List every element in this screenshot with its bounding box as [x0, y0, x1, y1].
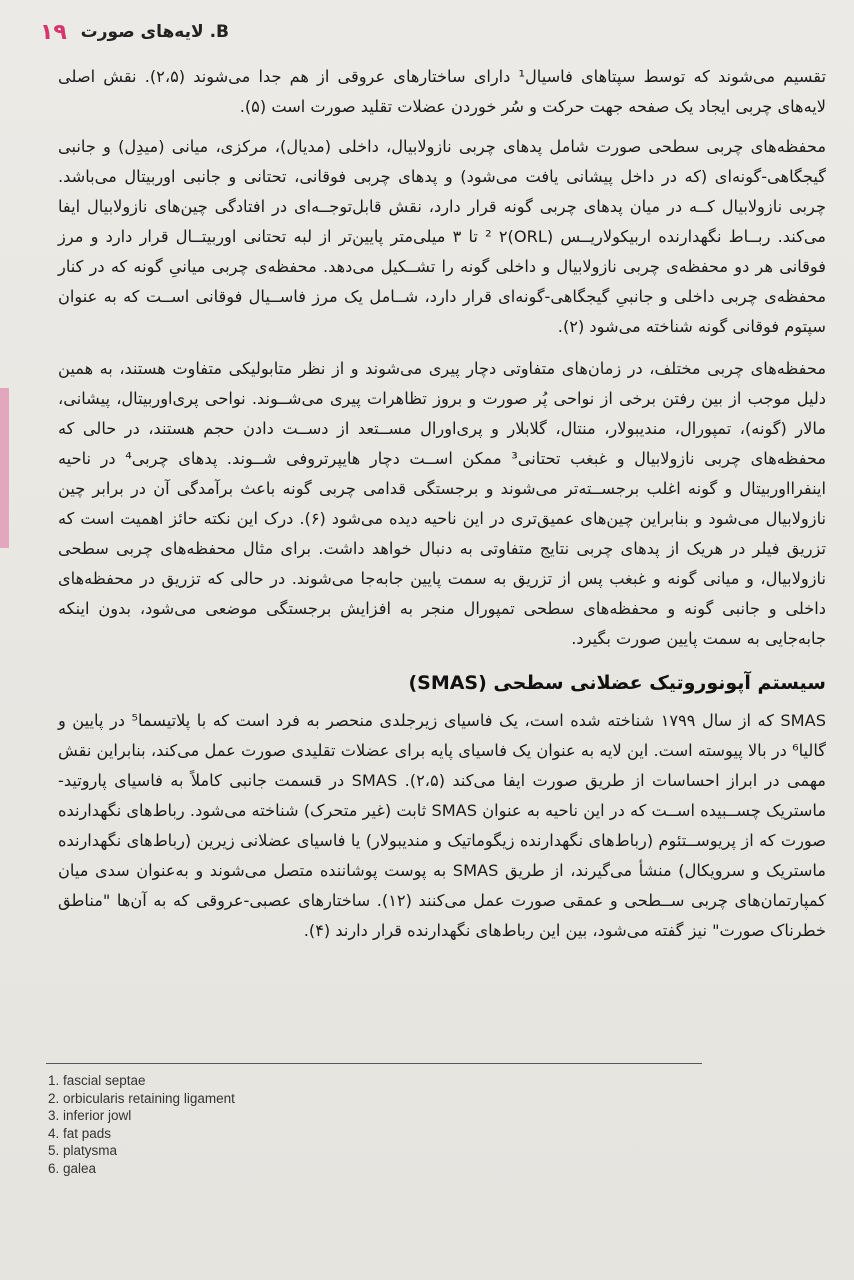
footnote-5: 5. platysma [48, 1143, 118, 1158]
footnotes [48, 1072, 648, 1177]
section-paragraph: SMAS که از سال ۱۷۹۹ شناخته شده است، یک فاسیای زیرجلدی منحصر به فرد است که با پلاتیسما⁵ در پایین و گالیا⁶ در بالا پیوسته است. این لایه به عنوان یک فاسیای پایه برای عضلات تقلیدی صورت عمل می‌کند، بنابراین نقش مهمی در ابراز احساسات از طریق صورت ایفا می‌کند (۲،۵). SMAS در قسمت جانبی کاملاً به فاسیای پاروتید-ماستریک چســبیده اســت که در این ناحیه به عنوان SMAS ثابت (غیر متحرک) شناخته می‌شود. رباط‌های نگهدارنده صورت که از پریوســتئوم (رباط‌های نگهدارنده زیگوماتیک و مندیبولار) یا فاسیای عضلانی زیرین (رباط‌های نگهدارنده ماستریک و سرویکال) منشأ می‌گیرند، از طریق SMAS به پوست پوشاننده متصل می‌شوند و به‌عنوان سدی میان کمپارتمان‌های چربی ســطحی و عمقی صورت عمل می‌کنند (۱۲). ساختارهای عصبی-عروقی که به آن‌ها "مناطق خطرناک صورت" نیز گفته می‌شود، بین این رباط‌های نگهدارنده قرار دارند (۴). [58, 711, 827, 940]
paragraph-3: محفظه‌های چربی مختلف، در زمان‌های متفاوتی دچار پیری می‌شوند و از نظر متابولیکی متفاوت هستند، به همین دلیل موجب از بین رفتن برخی از نواحی پُر صورت و بروز تظاهرات پیری می‌شــوند. نواحی پری‌اوربیتال، پیشانی، مالار (گونه)، تمپورال، مندیبولار، منتال، گلابلار و پری‌اورال مســتعد از دســت دادن حجم هستند، در حالی که محفظه‌های چربی نازولابیال و غبغب تحتانی³ ممکن اســت دچار هایپرتروفی شــوند. پدهای چربی⁴ در ناحیه اینفرااوربیتال و گونه اغلب برجســته‌تر می‌شوند و برجستگی قدامی چربی گونه باعث برآمدگی آن در برابر چین نازولابیال می‌شود و بنابراین چین‌های عمیق‌تری در این ناحیه دیده می‌شود (۶). درک این نکته حائز اهمیت است که تزریق فیلر در هریک از پدهای چربی نتایج متفاوتی به دنبال خواهد داشت. برای مثال محفظه‌های چربی سطحی نازولابیال، و میانی گونه و غبغب پس از تزریق به سمت پایین جابه‌جا می‌شوند. در حالی که تزریق در محفظه‌های داخلی و جانبی گونه و محفظه‌های سطحی تمپورال منجر به افزایش برجستگی موضعی می‌شود، بدون اینکه جابه‌جایی به سمت پایین صورت بگیرد. [58, 359, 827, 648]
footnote-1: 1. fascial septae [48, 1073, 146, 1088]
body-text [58, 62, 826, 958]
section-heading: سیستم آپونوروتیک عضلانی سطحی (SMAS) [408, 672, 826, 694]
footnote-6: 6. galea [48, 1160, 97, 1176]
paragraph-1: تقسیم می‌شوند که توسط سپتاهای فاسیال¹ دارای ساختارهای عروقی از هم جدا می‌شوند (۲،۵). نقش اصلی لایه‌های چربی ایجاد یک صفحه جهت حرکت و سُر خوردن عضلات تقلید صورت است (۵). [58, 67, 826, 116]
page-number: ۱۹ [40, 20, 67, 45]
paragraph-2: محفظه‌های چربی سطحی صورت شامل پدهای چربی نازولابیال، داخلی (مدیال)، مرکزی، میانی (میدِل) و جانبی گیجگاهی-گونه‌ای (که در داخل پیشانی یافت می‌شود) و پدهای چربی فوقانی، تحتانی و جانبی اوربیتال می‌باشد. چربی نازولابیال کــه در میان پدهای چربی گونه قرار دارد، نقش قابل‌توجــه‌ای در افتادگی چین‌های نازولابیال ایفا می‌کند. ربــاط نگهدارنده اربیکولاریــس (ORL)² ۲ تا ۳ میلی‌متر پایین‌تر از لبه تحتانی اوربیتــال قرار دارد و مرز فوقانی هر دو محفظه‌ی چربی نازولابیال و داخلی گونه را تشــکیل می‌دهد. محفظه‌ی چربی میانیِ گونه که در کنار محفظه‌ی چربی داخلی و جانبیِ گیجگاهی-گونه‌ای قرار دارد، شــامل یک مرز فاســیال فوقانی اســت که به عنوان سپتوم فوقانی گونه شناخته می‌شود (۲). [58, 137, 826, 336]
chapter-tab [0, 388, 9, 548]
footnote-4: 4. fat pads [48, 1125, 112, 1141]
footnote-3: 3. inferior jowl [48, 1108, 132, 1123]
running-head: B. لایه‌های صورت [80, 22, 229, 42]
footnote-2: 2. orbicularis retaining ligament [48, 1090, 235, 1106]
footnote-divider [46, 1063, 702, 1064]
